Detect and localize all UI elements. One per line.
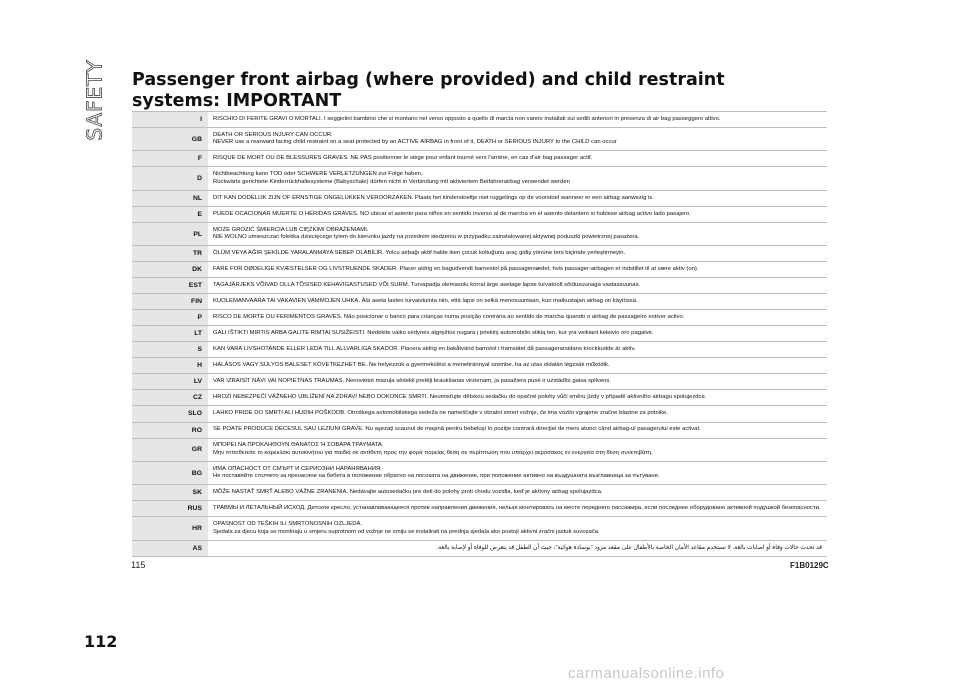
language-code: RO — [132, 423, 208, 438]
table-row — [132, 485, 827, 501]
warning-text-line: KAN VARA LIVSHOTANDE ELLER LEDA TILL ALLVARLIGA SKADOR. Placera aldrig en bakåtvänd barnstol i framsätet då passagerarsidans krockkudde är aktiv. — [213, 346, 636, 353]
warning-text-line: NEVER use a rearward facing child restraint on a seat protected by an ACTIVE AIRBAG in front of it, DEATH or SERIOUS INJURY to the CHILD can occur — [213, 139, 617, 146]
language-code: LV — [132, 374, 208, 389]
table-row — [132, 207, 827, 223]
warning-text-line: HALÁSOS VAGY SÚLYOS BALESET KÖVETKEZHET BE. Ne helyezzük a gyermekülést a menetiránnyal szembe, ha az utas oldalán légzsák működik. — [213, 362, 610, 369]
table-row — [132, 374, 827, 390]
language-code: EST — [132, 278, 208, 293]
warning-text — [208, 294, 827, 309]
warning-text-line: RISCO DE MORTE OU FERIMENTOS GRAVES. Não posicionar o banco para crianças numa posição contrária ao sentido de marcha quando o airbag de passageiro estiver activo. — [213, 314, 685, 321]
warning-text-line: Не поставяйте столчето за пренасяне на бебета в положение обратно на посоката на движение, при положение активно на въздушната възглавница за пътуване. — [213, 473, 660, 480]
table-row — [132, 541, 827, 557]
warning-text — [208, 358, 827, 373]
warning-text-line: NIE WOLNO umieszczać foletika dziecięcego tylem do kierunku jazdy na przednim siedzeniu w przypadku zainstalowanej aktywnej poduszki powietrznej pasażera. — [213, 234, 640, 241]
warning-text — [208, 112, 827, 127]
table-row — [132, 111, 827, 128]
language-code: P — [132, 310, 208, 325]
warning-text-line: RISQUE DE MORT OU DE BLESSURES GRAVES. NE PAS positionner le siège pour enfant tourné vers l'arrière, en cas d'air bag passager actif. — [213, 155, 593, 162]
warning-text — [208, 517, 827, 539]
watermark: carmanualsonline.info — [568, 665, 725, 682]
language-code: GR — [132, 439, 208, 461]
table-row — [132, 310, 827, 326]
table-row — [132, 278, 827, 294]
warning-text-line: FARE FOR DØDELIGE KVÆSTELSER OG LIVSTRUENDE SKADER. Placer aldrig en bagudvendt barnestol på passagersædet, hvis passager-airbagen er indstillet til at være aktiv (on). — [213, 266, 699, 273]
language-code: TR — [132, 246, 208, 261]
language-code: RUS — [132, 501, 208, 516]
warning-text — [208, 390, 827, 405]
table-row — [132, 406, 827, 422]
warning-text-line: ΜΠΟΡΕΙ ΝΑ ΠΡΟΚΛΗΘΟΥΝ ΘΑΝΑΤΟΣ Ή ΣΟΒΑΡΑ ΤΡΑΥΜΑΤΑ. — [213, 442, 384, 449]
language-code: SK — [132, 485, 208, 500]
warning-text — [208, 501, 827, 516]
page-reference: 115 — [131, 560, 146, 570]
table-row — [132, 151, 827, 167]
warning-text-line: Μην τοποθετείτε το καρεκλάκι αυτοκινήτου για παιδιά σε αντίθετη προς την φορά πορείας θέση σε περίπτωση που υπάρχει αερόσακος εν ενεργεία στη θέση συνεπιβάτη. — [213, 449, 653, 456]
language-code: GB — [132, 128, 208, 150]
language-code: H — [132, 358, 208, 373]
warning-text — [208, 462, 827, 484]
warning-text — [208, 207, 827, 222]
warning-text — [208, 223, 827, 245]
page-title: Passenger front airbag (where provided) and child restraint systems: IMPORTANT — [132, 70, 725, 111]
page-number: 112 — [84, 632, 118, 651]
table-row — [132, 262, 827, 278]
language-code: E — [132, 207, 208, 222]
warning-text — [208, 128, 827, 150]
warning-text-line: DIT KAN DODELIJK ZIJN OF ERNSTIGE ONGELUKKEN VEROORZAKEN. Plaats het kinderstoeltje niet ruggelings op de voorstoel wanneer er een airbag aanwezig is. — [213, 194, 654, 201]
warning-text — [208, 406, 827, 421]
table-row — [132, 501, 827, 517]
warning-text — [208, 342, 827, 357]
warning-text-line: KUOLEMANVAARA TAI VAKAVIEN VAMMOJEN UHKA. Älä aseta lasten turvaistuinta niin, että lapsi on selkä menosuuntaan, kun matkustajan airbag on käytössä. — [213, 298, 638, 305]
language-code: CZ — [132, 390, 208, 405]
warning-text-line: Nichtbeachtung kann TOD oder SCHWERE VERLETZUNGEN zur Folge haben. — [213, 171, 423, 178]
language-code: S — [132, 342, 208, 357]
language-code: F — [132, 151, 208, 166]
warning-text-line: HROZÍ NEBEZPEČÍ VÁŽNÉHO UBLÍŽENÍ NA ZDRAVÍ NEBO DOKONCE SMRTI. Neumisťujte dětskou sedačku do opačné polohy vůči směru jízdy v případě aktivního airbagu spolujezdce. — [213, 394, 707, 401]
table-row — [132, 294, 827, 310]
table-row — [132, 246, 827, 262]
warning-text-line: GALI IŠTIKTI MIRTIS ARBA GALITE RIMTAI SUSIŽEISTI. Nedėkite vaiko sėdynės atgręžtos nugara į priekinį automobilio stiklą ten, kur yra veikiant keleivio oro pagalvė. — [213, 330, 654, 337]
warning-text-line: قد تحدث حالات وفاة أو اصابات بالغة. لا تستخدم مقاعد الأمان الخاصة بالأطفال على مقعد مزود "بوسادة هوائية"، حيث أن الطفل قد يتعرض للوفاة أو لإصابة بالغة. — [436, 544, 822, 551]
language-code: DK — [132, 262, 208, 277]
warning-text-line: ÖLÜM VEYA AĞIR ŞEKİLDE YARALANMAYA SEBEP OLABİLİR. Yolcu airbağı aktif halde iken çocuk koltuğunu araç gidiş yönüne ters biçimde yerleştirmeyin. — [213, 250, 626, 257]
warning-text — [208, 246, 827, 261]
warning-text-line: LAHKO PRIDE DO SMRTI ALI HUDIH POŠKODB. Otroškega avtomobilskega sedeža ne nameščajte v obratni smeri vožnje, če ima vozilo vgrajene zračne blazine za potnike. — [213, 410, 668, 417]
warning-text — [208, 310, 827, 325]
table-row — [132, 390, 827, 406]
warning-text — [208, 191, 827, 206]
table-row — [132, 128, 827, 151]
warning-text-line: OPASNOST OD TEŠKIH ILI SMRTONOSNIH OZLJEDA. — [213, 521, 363, 528]
warning-text — [208, 423, 827, 438]
section-side-label — [80, 55, 110, 145]
warning-text-line: TAGAJÄRJEKS VÕIVAD OLLA TÕSISED KEHAVIGASTUSED VÕI SURM. Turvapadja olemasolu korral ärge asetage lapse turvatoolt sõidusuunaga vastassuunas. — [213, 282, 641, 289]
warning-text — [208, 278, 827, 293]
table-row — [132, 167, 827, 190]
warning-text-line: RISCHIO DI FERITE GRAVI O MORTALI. I seggiolini bambino che si montano nel verso opposto a quello di marcia non vanno installati sui sedili anteriori in presenza di air bag passeggero attivo. — [213, 115, 721, 122]
warning-text-line: Rückwärts gerichtete Kinderrückhaltesysteme (Babyschale) dürfen nicht in Verbindung mit aktiviertem Beifahrerairbag verwendet werden — [213, 178, 570, 185]
language-code: SLO — [132, 406, 208, 421]
table-row — [132, 462, 827, 485]
warning-text-line: VAR IZRAISĪT NĀVI VAI NOPIETNAS TRAUMAS. Nenovietot mazuļa sēdekli pretēji braukšanas virzienam, ja pasažiera pusē ir uzstādīts gaisa spilvens. — [213, 378, 611, 385]
airbag-warning-table — [132, 111, 827, 557]
language-code: AS — [132, 541, 208, 556]
table-row — [132, 223, 827, 246]
warning-text — [208, 262, 827, 277]
warning-text — [208, 167, 827, 189]
warning-text-line: PUEDE OCACIONAR MUERTE O HERIDAS GRAVES. NO ubicar el asiento para niños en sentido inverso al de marcha en el asiento delantero si hubiese airbag activo lado pasajero. — [213, 210, 691, 217]
table-row — [132, 326, 827, 342]
warning-text — [208, 374, 827, 389]
language-code: NL — [132, 191, 208, 206]
table-row — [132, 423, 827, 439]
warning-text — [208, 151, 827, 166]
warning-text-line: SE POATE PRODUCE DECESUL SAU LEZIUNI GRAVE. Nu aşezaţi scaunul de maşină pentru bebeluşi în poziţie contrară direcţiei de mers atunci când airbag-ul pasagerului este activat. — [213, 426, 701, 433]
table-row — [132, 191, 827, 207]
section-side-label-text: SAFETY — [83, 59, 108, 141]
warning-text — [208, 326, 827, 341]
table-row — [132, 439, 827, 462]
language-code: HR — [132, 517, 208, 539]
warning-text-line: MÔŽE NASTAŤ SMRŤ ALEBO VÁŽNE ZRANENIA. Nedávajte autosedačku pre deti do polohy proti chodu vozidla, keď je aktívny airbag spolujazdca. — [213, 489, 603, 496]
warning-text-line: ТРАВМЫ И ЛЕТАЛЬНЫЙ ИСХОД. Детское кресло, устанавливающееся против направления движения, нельзя монтировать на месте переднего пассажира, если последнее оборудовано активной подушкой безопасности. — [213, 505, 821, 512]
language-code: FIN — [132, 294, 208, 309]
warning-text-line: MOŻE GROZIĆ ŚMIERCIA LUB CIĘŻKIMI OBRAŻENIAMI. — [213, 226, 369, 233]
language-code: PL — [132, 223, 208, 245]
language-code: I — [132, 112, 208, 127]
language-code: LT — [132, 326, 208, 341]
table-row — [132, 517, 827, 540]
warning-text-line: ИМА ОПАСНОСТ ОТ СМЪРТ И СЕРИОЗНИ НАРАНЯВАНИЯ. — [213, 465, 382, 472]
language-code: D — [132, 167, 208, 189]
language-code: BG — [132, 462, 208, 484]
figure-code: F1B0129C — [790, 561, 829, 570]
warning-text-line: DEATH OR SERIOUS INJURY CAN OCCUR. — [213, 131, 333, 138]
warning-text — [208, 485, 827, 500]
warning-text — [208, 439, 827, 461]
warning-text — [208, 541, 827, 556]
table-row — [132, 342, 827, 358]
warning-text-line: Sjedala za djecu koja se montiraju u smjeru suprotnom od vožnje ne smiju se instalirati na prednja sjedala ako postoji aktivni zračni jastuk suvozača. — [213, 528, 600, 535]
table-row — [132, 358, 827, 374]
